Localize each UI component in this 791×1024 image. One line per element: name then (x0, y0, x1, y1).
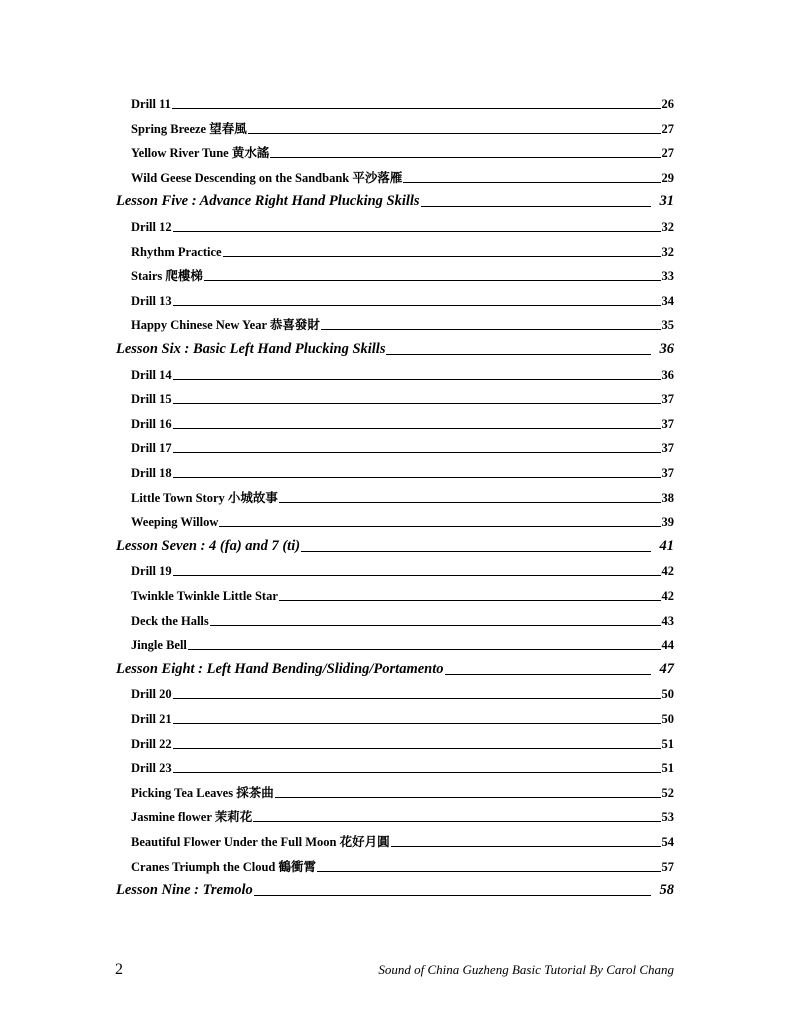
toc-entry (131, 486, 674, 506)
toc-title: Lesson Six : Basic Left Hand Plucking Skills (116, 341, 386, 357)
toc-leader-line (248, 132, 661, 134)
toc-entry (131, 855, 674, 875)
toc-page-number: 34 (661, 293, 674, 308)
toc-leader-line (386, 353, 650, 355)
toc-title: Beautiful Flower Under the Full Moon 花好月圓 (131, 835, 390, 849)
toc-entry (131, 584, 674, 604)
toc-entry (131, 732, 674, 752)
toc-entry (131, 830, 674, 850)
toc-entry (131, 559, 674, 579)
toc-entry (131, 707, 674, 727)
toc-title: Little Town Story 小城故事 (131, 490, 278, 505)
toc-title: Drill 20 (131, 687, 172, 702)
toc-page-number: 41 (659, 537, 674, 554)
toc-entry (131, 412, 674, 432)
toc-entry (131, 166, 674, 186)
toc-title: Spring Breeze 望春風 (131, 121, 247, 136)
toc-page-number: 37 (661, 441, 674, 456)
toc-leader-line (173, 304, 661, 306)
page-number: 2 (115, 961, 123, 978)
toc-leader-line (403, 181, 660, 183)
toc-title: Jasmine flower 茉莉花 (131, 810, 253, 825)
toc-leader-line (254, 894, 651, 896)
toc-page-number: 51 (661, 736, 674, 751)
toc-leader-line (173, 747, 661, 749)
toc-lesson-heading (116, 879, 674, 899)
toc-page-number: 35 (661, 318, 674, 333)
toc-title: Drill 19 (131, 564, 172, 579)
toc-entry (131, 240, 674, 260)
toc-page-number: 37 (661, 416, 674, 431)
toc-title: Lesson Nine : Tremolo (116, 882, 253, 899)
toc-leader-line (173, 451, 661, 453)
toc-leader-line (173, 476, 661, 478)
toc-entry (131, 141, 674, 161)
toc-entry (131, 682, 674, 702)
toc-entry (131, 215, 674, 235)
toc-page-number: 26 (661, 97, 674, 111)
toc-title: Lesson Eight : Left Hand Bending/Sliding/Portamento (116, 660, 444, 677)
toc-entry (131, 117, 674, 137)
toc-title: Drill 21 (131, 712, 172, 726)
toc-page-number: 27 (661, 121, 674, 136)
toc-title: Lesson Five : Advance Right Hand Plucking Skills (116, 193, 420, 210)
toc-title: Stairs 爬樓梯 (131, 269, 203, 284)
toc-leader-line (173, 697, 661, 699)
toc-entry (131, 387, 674, 407)
toc-page-number: 43 (661, 613, 674, 628)
toc-page-number: 31 (659, 193, 674, 210)
toc-page-number: 33 (661, 269, 674, 284)
toc-title: Happy Chinese New Year 恭喜發財 (131, 318, 320, 333)
toc-title: Drill 13 (131, 293, 172, 308)
toc-entry (131, 805, 674, 825)
toc-page-number: 44 (661, 638, 674, 653)
toc-page-number: 47 (659, 660, 674, 677)
toc-lesson-heading (116, 338, 674, 358)
toc-page-number: 42 (661, 564, 674, 579)
toc-leader-line (301, 550, 650, 552)
toc-leader-line (219, 525, 660, 527)
toc-leader-line (253, 820, 660, 822)
toc-page-number: 27 (661, 146, 674, 161)
toc-title: Cranes Triumph the Cloud 鶴衝霄 (131, 859, 316, 874)
toc-page-number: 42 (661, 589, 674, 603)
toc-page-number: 50 (661, 712, 674, 726)
toc-title: Lesson Seven : 4 (fa) and 7 (ti) (116, 537, 301, 554)
toc-title: Drill 18 (131, 466, 172, 480)
toc-page-number: 50 (661, 687, 674, 702)
toc-page-number: 32 (661, 220, 674, 234)
toc-leader-line (279, 599, 661, 601)
toc-leader-line (173, 230, 661, 232)
toc-entry (131, 510, 674, 530)
toc-leader-line (210, 624, 661, 626)
toc-title: Drill 17 (131, 441, 172, 456)
toc-leader-line (173, 427, 661, 429)
toc-entry (131, 633, 674, 653)
toc-page-number: 39 (661, 515, 674, 530)
toc-title: Rhythm Practice (131, 244, 222, 259)
toc-leader-line (173, 402, 661, 404)
toc-entry (131, 781, 674, 801)
toc-page-number: 37 (661, 466, 674, 480)
toc-page-number: 36 (659, 341, 674, 357)
toc-lesson-heading (116, 658, 674, 678)
toc-leader-line (317, 870, 661, 872)
toc-title: Drill 11 (131, 97, 171, 111)
running-title: Sound of China Guzheng Basic Tutorial By Carol Chang (378, 962, 674, 977)
toc-leader-line (421, 205, 651, 207)
toc-entry (131, 92, 674, 112)
toc-leader-line (204, 279, 661, 281)
toc-title: Drill 23 (131, 761, 172, 776)
toc-page-number: 52 (661, 785, 674, 800)
toc-title: Twinkle Twinkle Little Star (131, 589, 278, 603)
toc-title: Drill 16 (131, 416, 172, 431)
toc-leader-line (173, 378, 661, 380)
toc-page-number: 51 (661, 761, 674, 776)
toc-title: Drill 15 (131, 392, 172, 407)
toc-page-number: 57 (661, 859, 674, 874)
toc-page-number: 53 (661, 810, 674, 825)
toc-entry (131, 363, 674, 383)
toc-page-number: 54 (661, 835, 674, 849)
toc-entry (131, 756, 674, 776)
toc-entry (131, 461, 674, 481)
toc-leader-line (391, 845, 661, 847)
toc-title: Deck the Halls (131, 613, 209, 628)
toc-entry (131, 313, 674, 333)
toc-page-number: 32 (661, 244, 674, 259)
toc-leader-line (270, 156, 660, 158)
toc-leader-line (279, 501, 661, 503)
toc-title: Jingle Bell (131, 638, 187, 653)
toc-lesson-heading (116, 190, 674, 210)
toc-leader-line (173, 722, 661, 724)
toc-leader-line (173, 574, 661, 576)
toc-leader-line (321, 328, 661, 330)
toc-entry (131, 436, 674, 456)
toc-title: Drill 12 (131, 220, 172, 234)
toc-title: Yellow River Tune 黄水謠 (131, 146, 270, 161)
toc-leader-line (445, 673, 651, 675)
toc-entry (131, 289, 674, 309)
toc-title: Weeping Willow (131, 515, 219, 530)
toc-page-number: 29 (661, 170, 674, 185)
toc-entry (131, 264, 674, 284)
toc-leader-line (188, 648, 661, 650)
page-footer (0, 958, 791, 988)
toc-entry (131, 609, 674, 629)
toc-page-number: 58 (659, 882, 674, 899)
toc-page-number: 38 (661, 490, 674, 505)
toc-page-number: 36 (661, 367, 674, 382)
toc-title: Picking Tea Leaves 採茶曲 (131, 785, 274, 800)
toc-title: Drill 14 (131, 367, 172, 382)
toc-leader-line (173, 771, 661, 773)
toc-title: Wild Geese Descending on the Sandbank 平沙落雁 (131, 170, 403, 185)
toc-page-number: 37 (661, 392, 674, 407)
toc-leader-line (275, 796, 661, 798)
toc-leader-line (223, 255, 661, 257)
toc-leader-line (172, 107, 661, 109)
toc-lesson-heading (116, 535, 674, 555)
toc-title: Drill 22 (131, 736, 172, 751)
